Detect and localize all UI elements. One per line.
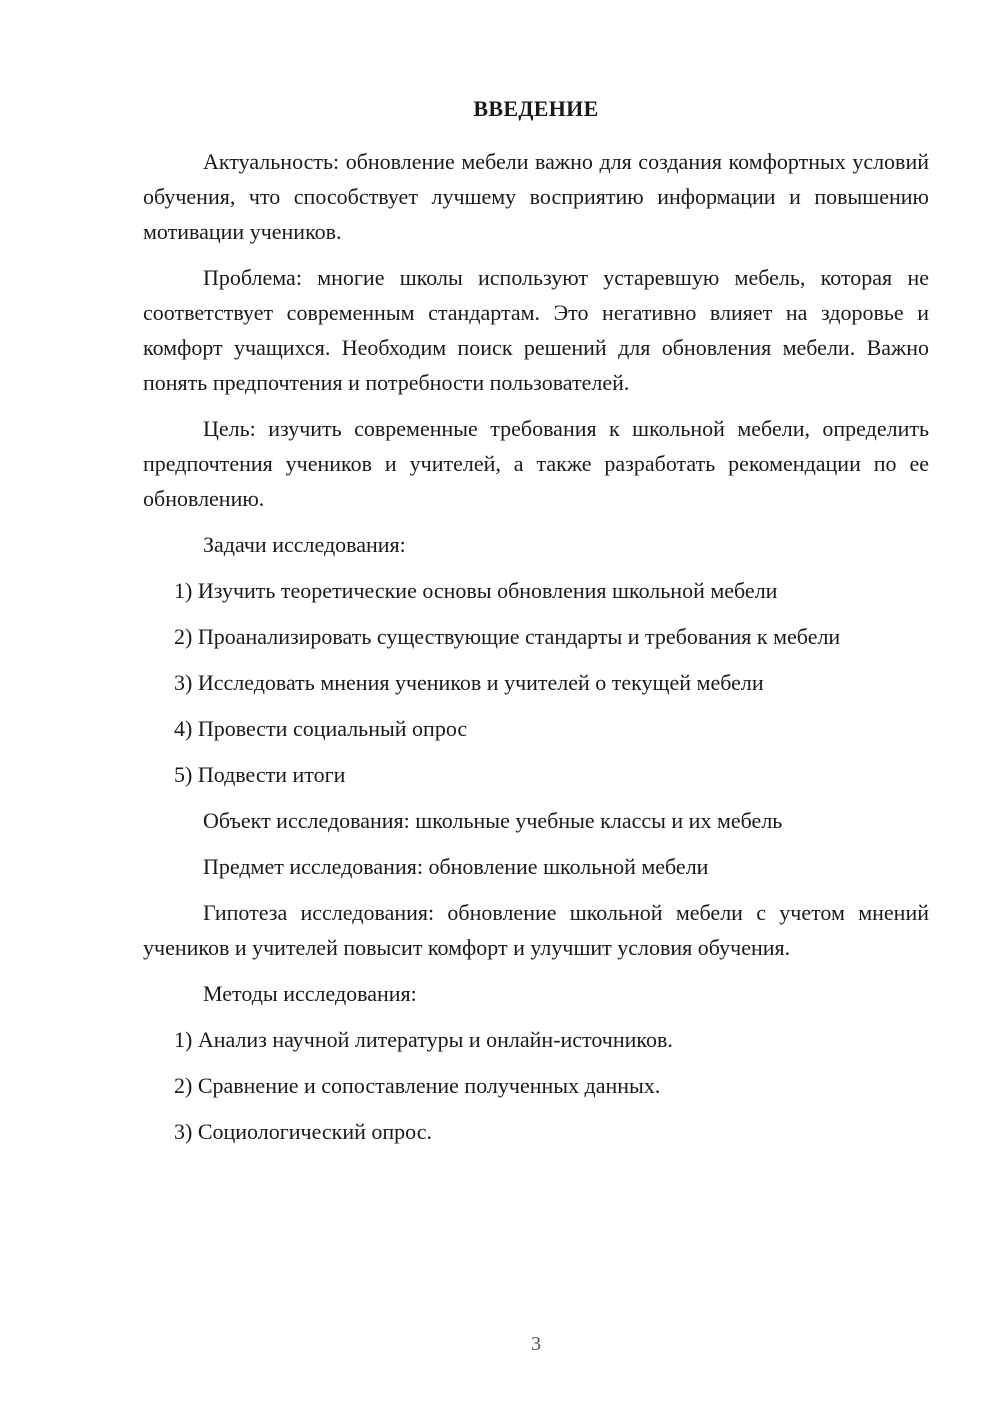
goal-paragraph: Цель: изучить современные требования к школьной мебели, определить предпочтения учеников и учителей, а также разработать рекомендации по ее обновлению.	[143, 416, 929, 511]
object-paragraph: Объект исследования: школьные учебные классы и их мебель	[203, 808, 783, 833]
task-item: 4) Провести социальный опрос	[174, 716, 468, 741]
problem-paragraph: Проблема: многие школы используют устаревшую мебель, которая не соответствует современным стандартам. Это негативно влияет на здоровье и комфорт учащихся. Необходим поиск решений для обновления мебели. Важно понять предпочтения и потребности пользователей.	[143, 265, 929, 395]
tasks-list	[143, 573, 929, 792]
methods-list	[143, 1022, 929, 1149]
method-item: 2) Сравнение и сопоставление полученных данных.	[174, 1073, 661, 1098]
methods-heading: Методы исследования:	[203, 981, 417, 1006]
tasks-heading: Задачи исследования:	[203, 532, 406, 557]
method-item: 1) Анализ научной литературы и онлайн-источников.	[174, 1027, 673, 1052]
page-title: ВВЕДЕНИЕ	[473, 96, 599, 121]
task-item: 5) Подвести итоги	[174, 762, 346, 787]
document-body	[143, 144, 929, 1160]
task-item: 1) Изучить теоретические основы обновления школьной мебели	[174, 578, 778, 603]
task-item: 3) Исследовать мнения учеников и учителей о текущей мебели	[174, 670, 764, 695]
page-number: 3	[531, 1333, 541, 1355]
hypothesis-paragraph: Гипотеза исследования: обновление школьной мебели с учетом мнений учеников и учителей повысит комфорт и улучшит условия обучения.	[143, 900, 929, 960]
subject-paragraph: Предмет исследования: обновление школьной мебели	[203, 854, 709, 879]
method-item: 3) Социологический опрос.	[174, 1119, 432, 1144]
relevance-paragraph: Актуальность: обновление мебели важно для создания комфортных условий обучения, что способствует лучшему восприятию информации и повышению мотивации учеников.	[143, 149, 929, 244]
task-item: 2) Проанализировать существующие стандарты и требования к мебели	[174, 624, 841, 649]
